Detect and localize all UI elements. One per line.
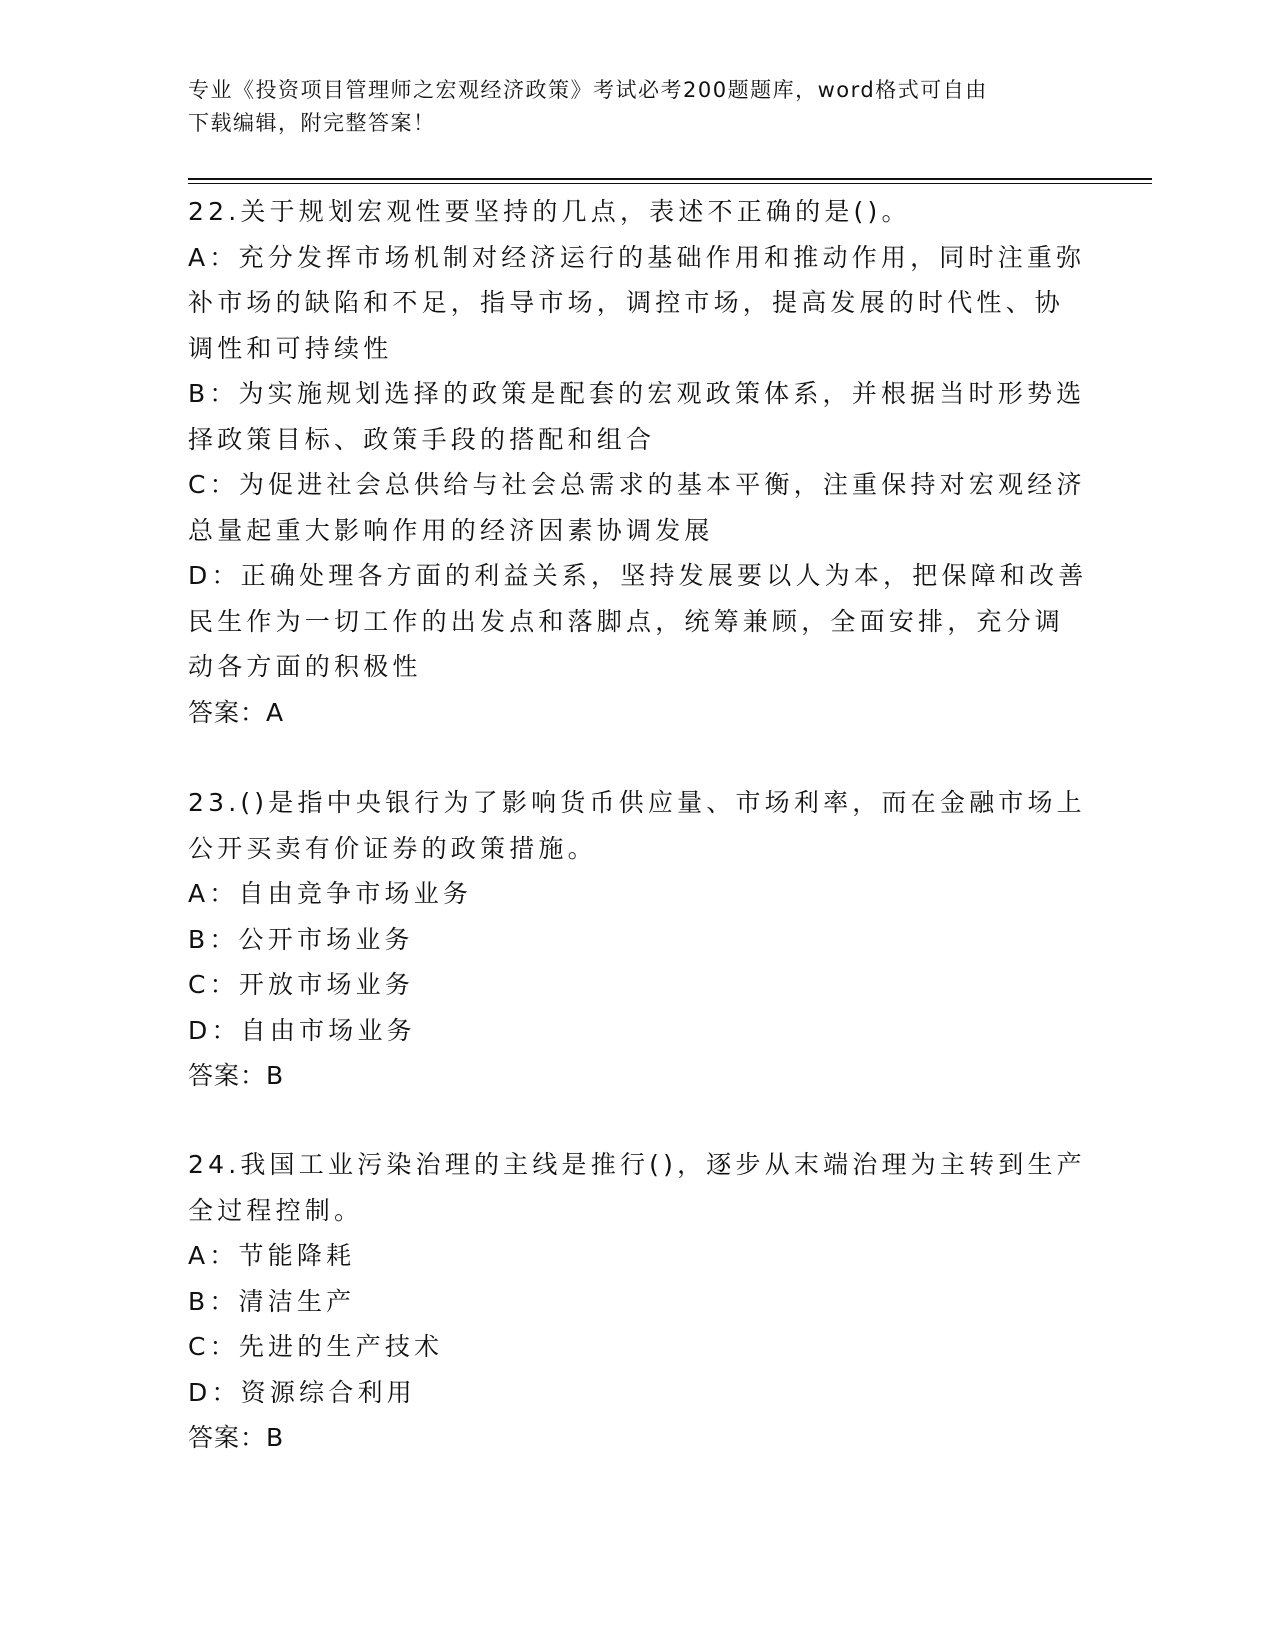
question-stem: 24.我国工业污染治理的主线是推行()，逐步从末端治理为主转到生产 bbox=[188, 1150, 1086, 1179]
option-a-line: A：节能降耗 bbox=[188, 1241, 356, 1270]
option-d-line: 民生作为一切工作的出发点和落脚点，统筹兼顾，全面安排，充分调 bbox=[188, 606, 1065, 636]
option-d-line: D：正确处理各方面的利益关系，坚持发展要以人为本，把保障和改善 bbox=[188, 561, 1088, 590]
answer-label: 答案：B bbox=[188, 1061, 285, 1090]
answer-label: 答案：B bbox=[188, 1423, 285, 1452]
header-line: 下载编辑，附完整答案！ bbox=[188, 111, 436, 135]
option-c-line: C：先进的生产技术 bbox=[188, 1332, 444, 1361]
answer-label: 答案：A bbox=[188, 697, 285, 727]
option-a-line: A：充分发挥市场机制对经济运行的基础作用和推动作用，同时注重弥 bbox=[188, 242, 1086, 272]
option-a-line: 补市场的缺陷和不足，指导市场，调控市场，提高发展的时代性、协 bbox=[188, 288, 1065, 317]
option-b-line: B：清洁生产 bbox=[188, 1286, 356, 1316]
option-b-line: 择政策目标、政策手段的搭配和组合 bbox=[188, 424, 656, 454]
option-c-line: 总量起重大影响作用的经济因素协调发展 bbox=[188, 515, 714, 545]
question-stem: 公开买卖有价证券的政策措施。 bbox=[188, 833, 597, 863]
header-line: 专业《投资项目管理师之宏观经济政策》考试必考200题题库，word格式可自由 bbox=[188, 78, 988, 102]
question-stem: 22.关于规划宏观性要坚持的几点，表述不正确的是()。 bbox=[188, 197, 911, 226]
question-23 bbox=[188, 780, 1088, 1099]
option-b-line: B：公开市场业务 bbox=[188, 924, 414, 954]
option-d-line: 动各方面的积极性 bbox=[188, 652, 422, 681]
question-stem: 全过程控制。 bbox=[188, 1195, 364, 1225]
question-24 bbox=[188, 1142, 1088, 1461]
header-divider-thin bbox=[188, 183, 1152, 184]
question-stem: 23.()是指中央银行为了影响货币供应量、市场利率，而在金融市场上 bbox=[188, 788, 1086, 817]
question-22 bbox=[188, 189, 1088, 735]
option-a-line: 调性和可持续性 bbox=[188, 333, 393, 363]
option-c-line: C：为促进社会总供给与社会总需求的基本平衡，注重保持对宏观经济 bbox=[188, 470, 1086, 499]
option-d-line: D：自由市场业务 bbox=[188, 1015, 416, 1045]
document-header bbox=[188, 74, 1068, 140]
option-d-line: D：资源综合利用 bbox=[188, 1377, 416, 1407]
header-divider-thick bbox=[188, 178, 1152, 180]
option-a-line: A：自由竞争市场业务 bbox=[188, 879, 473, 908]
option-c-line: C：开放市场业务 bbox=[188, 970, 415, 999]
option-b-line: B：为实施规划选择的政策是配套的宏观政策体系，并根据当时形势选 bbox=[188, 379, 1086, 408]
